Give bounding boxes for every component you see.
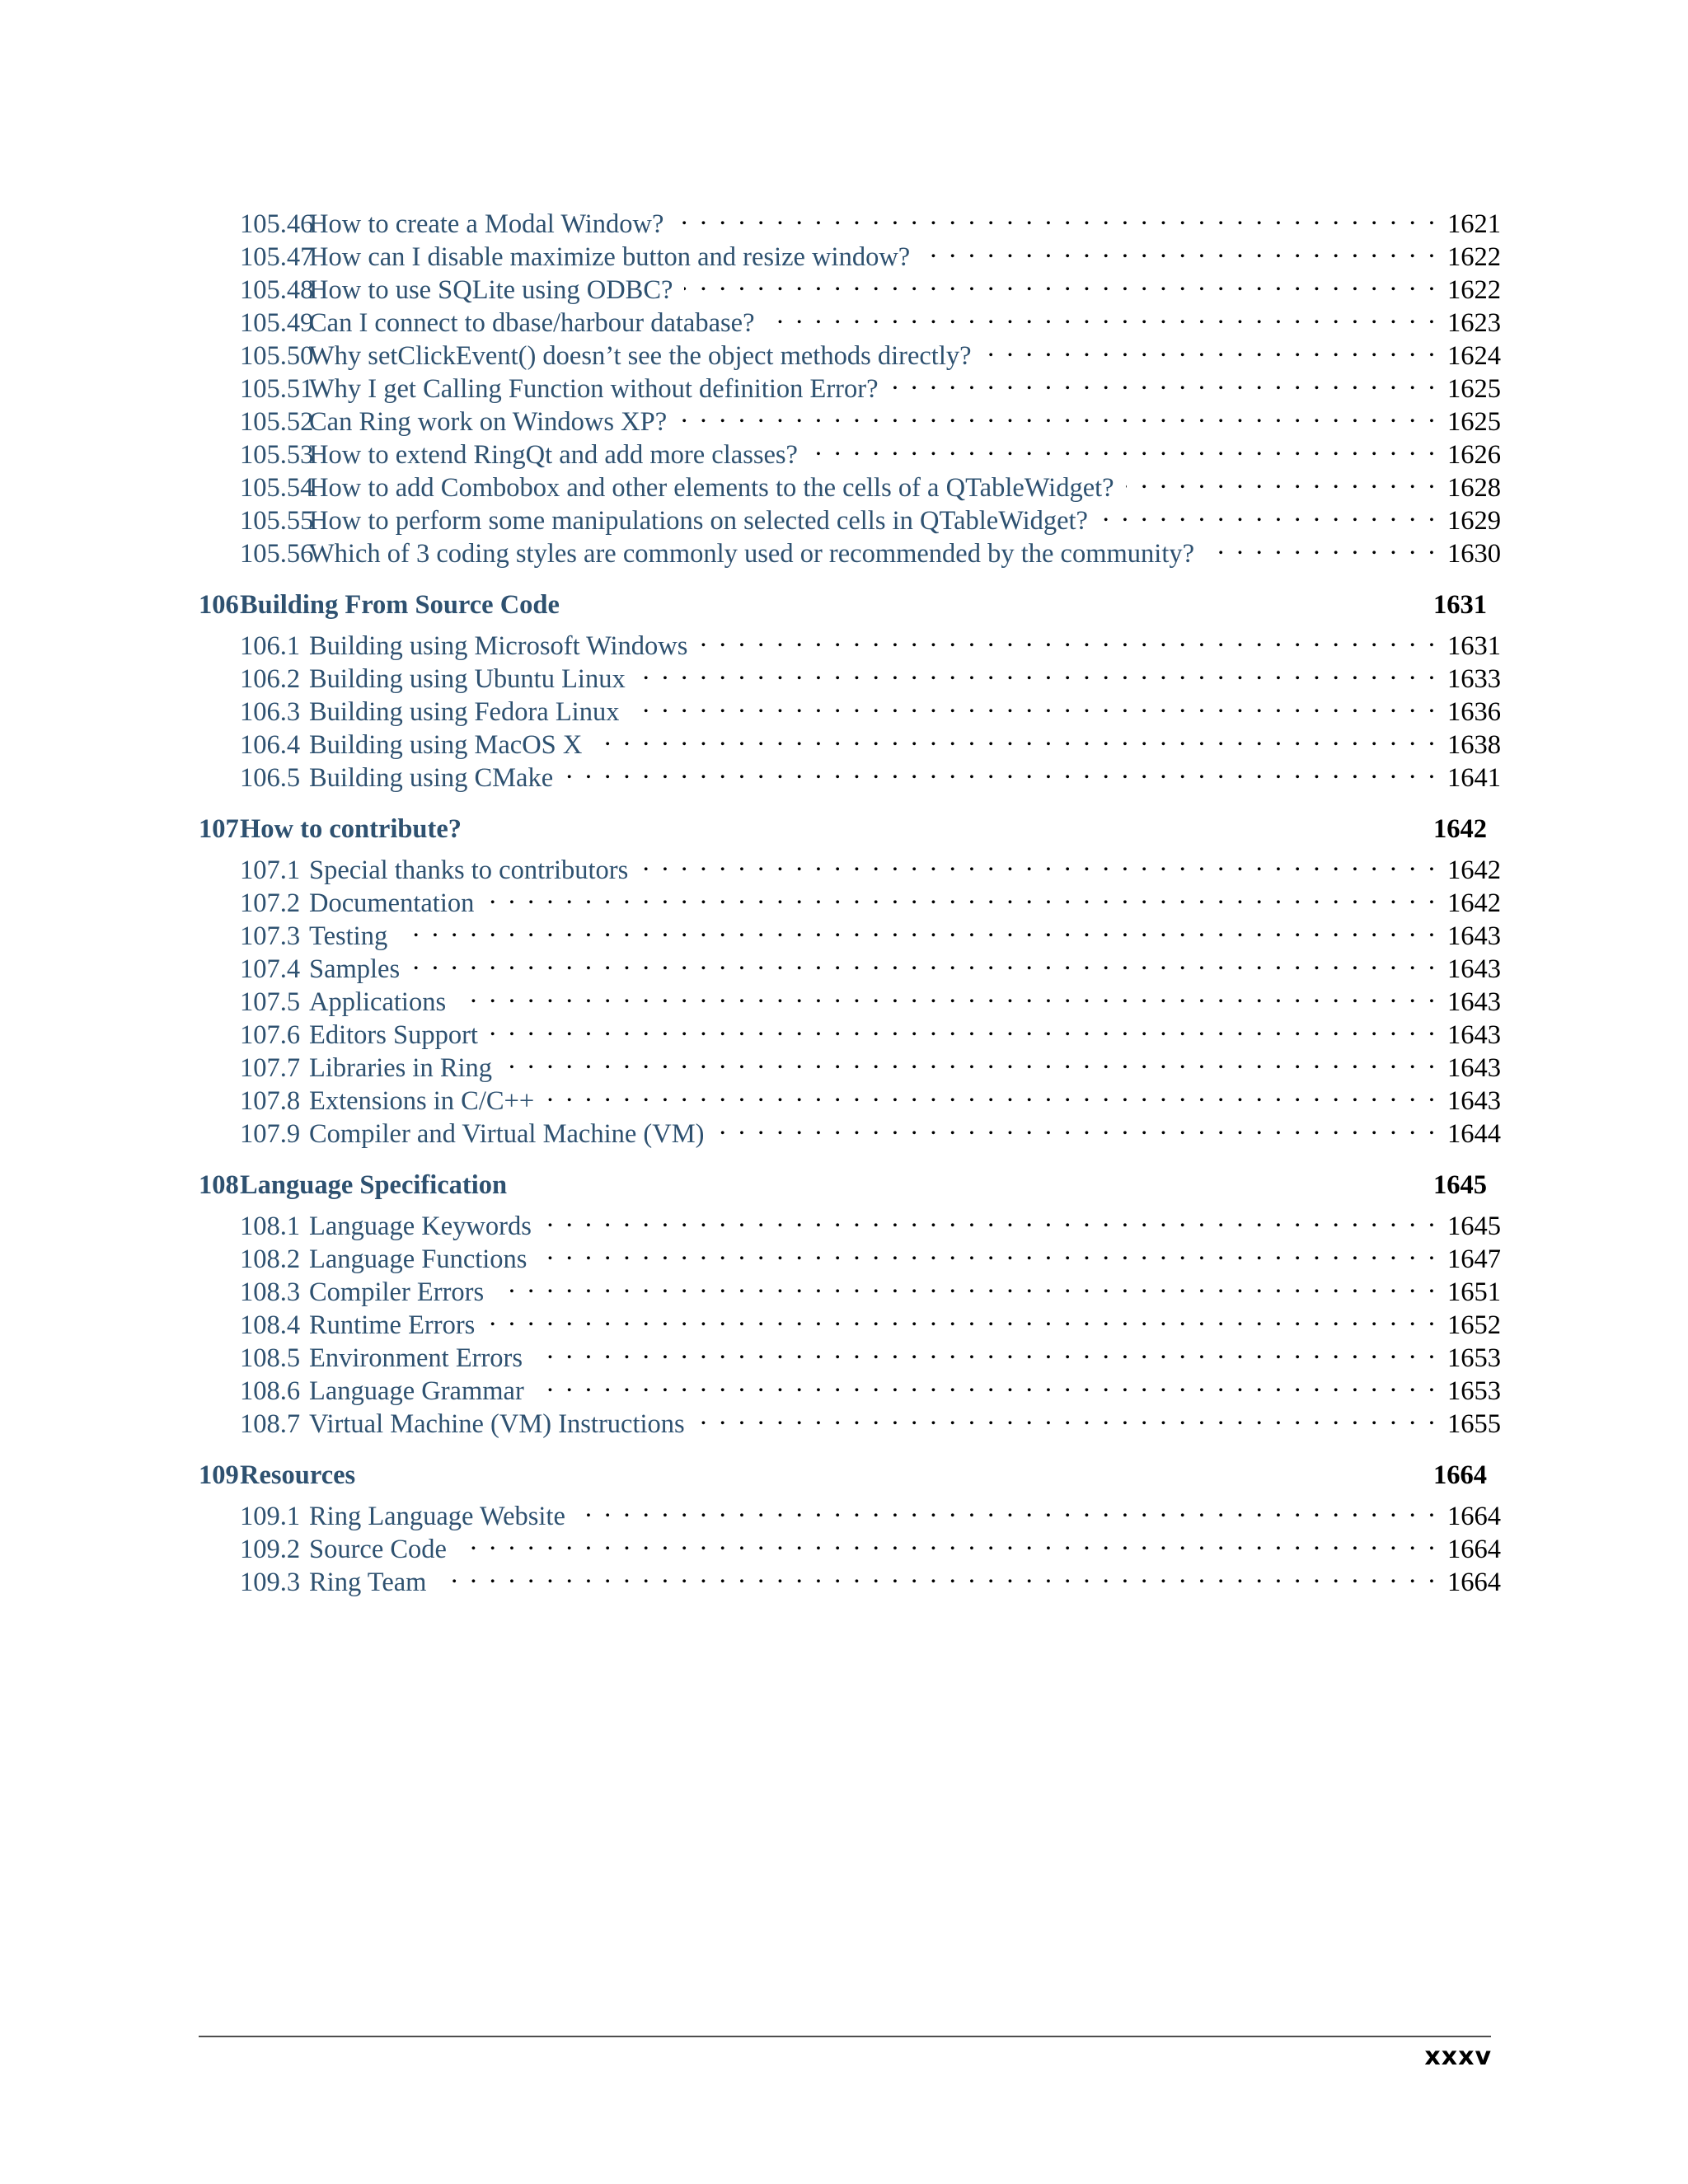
toc-chapter-title[interactable]: Building From Source Code bbox=[240, 590, 560, 620]
toc-chapter-number[interactable]: 108 bbox=[199, 1170, 239, 1200]
toc-entry-page[interactable]: 1653 bbox=[1447, 1343, 1501, 1373]
dot-leader bbox=[399, 912, 1435, 944]
toc-entry-page[interactable]: 1642 bbox=[1447, 855, 1501, 885]
footer-rule bbox=[199, 2036, 1491, 2037]
toc-entry-number[interactable]: 107.3 bbox=[240, 921, 301, 951]
toc-entry-number[interactable]: 108.6 bbox=[240, 1376, 301, 1406]
toc-entry-page[interactable]: 1638 bbox=[1447, 730, 1501, 760]
dot-leader bbox=[457, 977, 1435, 1010]
toc-entry-title[interactable]: Why I get Calling Function without definition Error? bbox=[309, 374, 879, 404]
toc-entry-number[interactable]: 109.3 bbox=[240, 1568, 301, 1597]
table-of-contents bbox=[199, 199, 1501, 1597]
toc-entry-title[interactable]: How to add Combobox and other elements to the cells of a QTableWidget? bbox=[309, 473, 1114, 503]
dot-leader bbox=[675, 199, 1435, 232]
toc-entry-number[interactable]: 106.3 bbox=[240, 697, 301, 727]
toc-entry-number[interactable]: 105.47 bbox=[240, 242, 314, 272]
toc-entry-page[interactable]: 1633 bbox=[1447, 664, 1501, 694]
toc-entry-title[interactable]: Ring Language Website bbox=[309, 1502, 565, 1531]
toc-entry-page[interactable]: 1636 bbox=[1447, 697, 1501, 727]
toc-entry-number[interactable]: 105.56 bbox=[240, 539, 314, 569]
toc-entry-title[interactable]: Which of 3 coding styles are commonly used or recommended by the community? bbox=[309, 539, 1195, 569]
toc-entry-title[interactable]: Building using CMake bbox=[309, 763, 554, 793]
toc-entry-number[interactable]: 105.46 bbox=[240, 209, 314, 239]
dot-leader bbox=[438, 1558, 1435, 1591]
toc-entry-number[interactable]: 108.4 bbox=[240, 1310, 301, 1340]
toc-entry-title[interactable]: Language Functions bbox=[309, 1244, 528, 1274]
toc-entry-number[interactable]: 107.2 bbox=[240, 888, 301, 918]
toc-entry-number[interactable]: 105.49 bbox=[240, 308, 314, 338]
toc-entry-title[interactable]: Can I connect to dbase/harbour database? bbox=[309, 308, 755, 338]
toc-entry-page[interactable]: 1629 bbox=[1447, 506, 1501, 536]
toc-entry-page[interactable]: 1622 bbox=[1447, 242, 1501, 272]
toc-entry-107.1[interactable] bbox=[199, 846, 1501, 885]
dot-leader bbox=[696, 1399, 1435, 1432]
toc-entry-title[interactable]: Runtime Errors bbox=[309, 1310, 476, 1340]
dot-leader bbox=[486, 1301, 1435, 1333]
toc-entry-page[interactable]: 1643 bbox=[1447, 1053, 1501, 1083]
toc-entry-number[interactable]: 107.8 bbox=[240, 1086, 301, 1116]
dot-leader bbox=[1100, 496, 1435, 529]
toc-entry-number[interactable]: 109.1 bbox=[240, 1502, 301, 1531]
toc-entry-page[interactable]: 1625 bbox=[1447, 374, 1501, 404]
toc-entry-number[interactable]: 105.53 bbox=[240, 440, 314, 470]
toc-entry-title[interactable]: Special thanks to contributors bbox=[309, 855, 629, 885]
dot-leader bbox=[593, 720, 1435, 753]
toc-entry-number[interactable]: 105.54 bbox=[240, 473, 314, 503]
dot-leader bbox=[640, 846, 1435, 879]
dot-leader bbox=[538, 1235, 1435, 1268]
toc-entry-page[interactable]: 1625 bbox=[1447, 407, 1501, 437]
dot-leader bbox=[1206, 529, 1435, 562]
toc-entry-title[interactable]: Virtual Machine (VM) Instructions bbox=[309, 1409, 685, 1439]
toc-entry-title[interactable]: How can I disable maximize button and resize window? bbox=[309, 242, 911, 272]
toc-chapter-107[interactable] bbox=[199, 813, 1501, 846]
toc-entry-title[interactable]: Environment Errors bbox=[309, 1343, 523, 1373]
toc-chapter-108[interactable] bbox=[199, 1169, 1501, 1202]
dot-leader bbox=[504, 1043, 1435, 1076]
dot-leader bbox=[577, 1492, 1435, 1525]
toc-entry-105.46[interactable] bbox=[199, 199, 1501, 239]
toc-entry-page[interactable]: 1643 bbox=[1447, 954, 1501, 984]
dot-leader bbox=[490, 1010, 1435, 1043]
toc-entry-title[interactable]: Compiler Errors bbox=[309, 1277, 485, 1307]
page-number: xxxv bbox=[1424, 2042, 1492, 2071]
toc-entry-title[interactable]: Building using Fedora Linux bbox=[309, 697, 620, 727]
dot-leader bbox=[536, 1366, 1435, 1399]
toc-entry-title[interactable]: How to use SQLite using ODBC? bbox=[309, 275, 673, 305]
toc-entry-title[interactable]: How to perform some manipulations on selected cells in QTableWidget? bbox=[309, 506, 1088, 536]
toc-entry-title[interactable]: Building using MacOS X bbox=[309, 730, 583, 760]
toc-entry-page[interactable]: 1623 bbox=[1447, 308, 1501, 338]
toc-entry-number[interactable]: 107.6 bbox=[240, 1020, 301, 1050]
toc-chapter-page[interactable]: 1664 bbox=[1433, 1460, 1487, 1490]
dot-leader bbox=[458, 1525, 1435, 1558]
toc-chapter-page[interactable]: 1645 bbox=[1433, 1170, 1487, 1200]
toc-chapter-title[interactable]: How to contribute? bbox=[240, 814, 462, 844]
toc-entry-title[interactable]: Building using Microsoft Windows bbox=[309, 631, 688, 661]
toc-entry-title[interactable]: Samples bbox=[309, 954, 401, 984]
dot-leader bbox=[715, 1109, 1435, 1142]
toc-entry-106.1[interactable] bbox=[199, 621, 1501, 661]
toc-entry-108.1[interactable] bbox=[199, 1202, 1501, 1241]
toc-chapter-109[interactable] bbox=[199, 1459, 1501, 1492]
toc-entry-page[interactable]: 1643 bbox=[1447, 921, 1501, 951]
toc-entry-number[interactable]: 105.55 bbox=[240, 506, 314, 536]
toc-chapter-number[interactable]: 109 bbox=[199, 1460, 239, 1490]
toc-entry-page[interactable]: 1645 bbox=[1447, 1212, 1501, 1241]
toc-entry-title[interactable]: Ring Team bbox=[309, 1568, 427, 1597]
dot-leader bbox=[684, 265, 1435, 298]
toc-entry-page[interactable]: 1643 bbox=[1447, 1086, 1501, 1116]
dot-leader bbox=[485, 879, 1435, 912]
toc-entry-title[interactable]: How to create a Modal Window? bbox=[309, 209, 664, 239]
dot-leader bbox=[678, 397, 1435, 430]
toc-chapter-title[interactable]: Resources bbox=[240, 1460, 356, 1490]
dot-leader bbox=[411, 944, 1435, 977]
toc-entry-page[interactable]: 1622 bbox=[1447, 275, 1501, 305]
toc-entry-title[interactable]: Can Ring work on Windows XP? bbox=[309, 407, 668, 437]
dot-leader bbox=[565, 753, 1435, 786]
dot-leader bbox=[921, 232, 1435, 265]
toc-chapter-number[interactable]: 106 bbox=[199, 590, 239, 620]
toc-entry-page[interactable]: 1651 bbox=[1447, 1277, 1501, 1307]
toc-entry-title[interactable]: Applications bbox=[309, 987, 447, 1017]
toc-entry-number[interactable]: 105.52 bbox=[240, 407, 314, 437]
dot-leader bbox=[699, 621, 1435, 654]
toc-entry-number[interactable]: 108.1 bbox=[240, 1212, 301, 1241]
toc-entry-page[interactable]: 1628 bbox=[1447, 473, 1501, 503]
dot-leader bbox=[495, 1268, 1435, 1301]
dot-leader bbox=[1126, 463, 1435, 496]
toc-entry-number[interactable]: 109.2 bbox=[240, 1535, 301, 1564]
toc-entry-page[interactable]: 1664 bbox=[1447, 1535, 1501, 1564]
toc-entry-number[interactable]: 106.1 bbox=[240, 631, 301, 661]
dot-leader bbox=[631, 687, 1435, 720]
toc-entry-page[interactable]: 1644 bbox=[1447, 1119, 1501, 1149]
dot-leader bbox=[809, 430, 1435, 463]
dot-leader bbox=[890, 364, 1436, 397]
toc-entry-page[interactable]: 1653 bbox=[1447, 1376, 1501, 1406]
toc-entry-title[interactable]: Compiler and Virtual Machine (VM) bbox=[309, 1119, 705, 1149]
toc-entry-number[interactable]: 105.50 bbox=[240, 341, 314, 371]
toc-entry-number[interactable]: 105.51 bbox=[240, 374, 314, 404]
toc-chapter-page[interactable]: 1631 bbox=[1433, 590, 1487, 620]
toc-entry-page[interactable]: 1664 bbox=[1447, 1502, 1501, 1531]
toc-chapter-title[interactable]: Language Specification bbox=[240, 1170, 508, 1200]
toc-entry-title[interactable]: Language Grammar bbox=[309, 1376, 524, 1406]
toc-entry-page[interactable]: 1631 bbox=[1447, 631, 1501, 661]
toc-entry-number[interactable]: 107.7 bbox=[240, 1053, 301, 1083]
toc-chapter-page[interactable]: 1642 bbox=[1433, 814, 1487, 844]
toc-entry-title[interactable]: Editors Support bbox=[309, 1020, 478, 1050]
toc-entry-page[interactable]: 1641 bbox=[1447, 763, 1501, 793]
toc-entry-number[interactable]: 108.7 bbox=[240, 1409, 301, 1439]
toc-entry-title[interactable]: Source Code bbox=[309, 1535, 447, 1564]
toc-entry-page[interactable]: 1647 bbox=[1447, 1244, 1501, 1274]
toc-entry-page[interactable]: 1655 bbox=[1447, 1409, 1501, 1439]
dot-leader bbox=[546, 1076, 1435, 1109]
toc-entry-page[interactable]: 1626 bbox=[1447, 440, 1501, 470]
toc-entry-title[interactable]: Libraries in Ring bbox=[309, 1053, 493, 1083]
dot-leader bbox=[637, 654, 1435, 687]
toc-entry-number[interactable]: 105.48 bbox=[240, 275, 314, 305]
toc-entry-number[interactable]: 106.2 bbox=[240, 664, 301, 694]
toc-entry-title[interactable]: Extensions in C/C++ bbox=[309, 1086, 535, 1116]
toc-entry-page[interactable]: 1643 bbox=[1447, 1020, 1501, 1050]
toc-chapter-number[interactable]: 107 bbox=[199, 814, 239, 844]
toc-entry-number[interactable]: 108.3 bbox=[240, 1277, 301, 1307]
toc-entry-page[interactable]: 1643 bbox=[1447, 987, 1501, 1017]
dot-leader bbox=[534, 1333, 1435, 1366]
toc-entry-page[interactable]: 1624 bbox=[1447, 341, 1501, 371]
toc-entry-title[interactable]: Language Keywords bbox=[309, 1212, 532, 1241]
toc-entry-number[interactable]: 106.4 bbox=[240, 730, 301, 760]
toc-entry-number[interactable]: 108.5 bbox=[240, 1343, 301, 1373]
toc-entry-107.4[interactable] bbox=[199, 944, 1501, 984]
toc-entry-title[interactable]: Documentation bbox=[309, 888, 475, 918]
toc-entry-page[interactable]: 1642 bbox=[1447, 888, 1501, 918]
toc-entry-number[interactable]: 107.9 bbox=[240, 1119, 301, 1149]
toc-chapter-106[interactable] bbox=[199, 588, 1501, 621]
toc-entry-number[interactable]: 107.5 bbox=[240, 987, 301, 1017]
toc-entry-number[interactable]: 107.1 bbox=[240, 855, 301, 885]
toc-entry-number[interactable]: 107.4 bbox=[240, 954, 301, 984]
toc-entry-number[interactable]: 108.2 bbox=[240, 1244, 301, 1274]
dot-leader bbox=[983, 331, 1435, 364]
toc-entry-title[interactable]: Why setClickEvent() doesn’t see the object methods directly? bbox=[309, 341, 972, 371]
toc-entry-title[interactable]: Building using Ubuntu Linux bbox=[309, 664, 626, 694]
dot-leader bbox=[767, 298, 1435, 331]
toc-entry-page[interactable]: 1652 bbox=[1447, 1310, 1501, 1340]
dot-leader bbox=[543, 1202, 1435, 1235]
toc-entry-page[interactable]: 1621 bbox=[1447, 209, 1501, 239]
toc-entry-title[interactable]: Testing bbox=[309, 921, 388, 951]
toc-entry-page[interactable]: 1664 bbox=[1447, 1568, 1501, 1597]
toc-entry-page[interactable]: 1630 bbox=[1447, 539, 1501, 569]
toc-entry-109.1[interactable] bbox=[199, 1492, 1501, 1531]
toc-entry-number[interactable]: 106.5 bbox=[240, 763, 301, 793]
toc-entry-title[interactable]: How to extend RingQt and add more classes? bbox=[309, 440, 798, 470]
